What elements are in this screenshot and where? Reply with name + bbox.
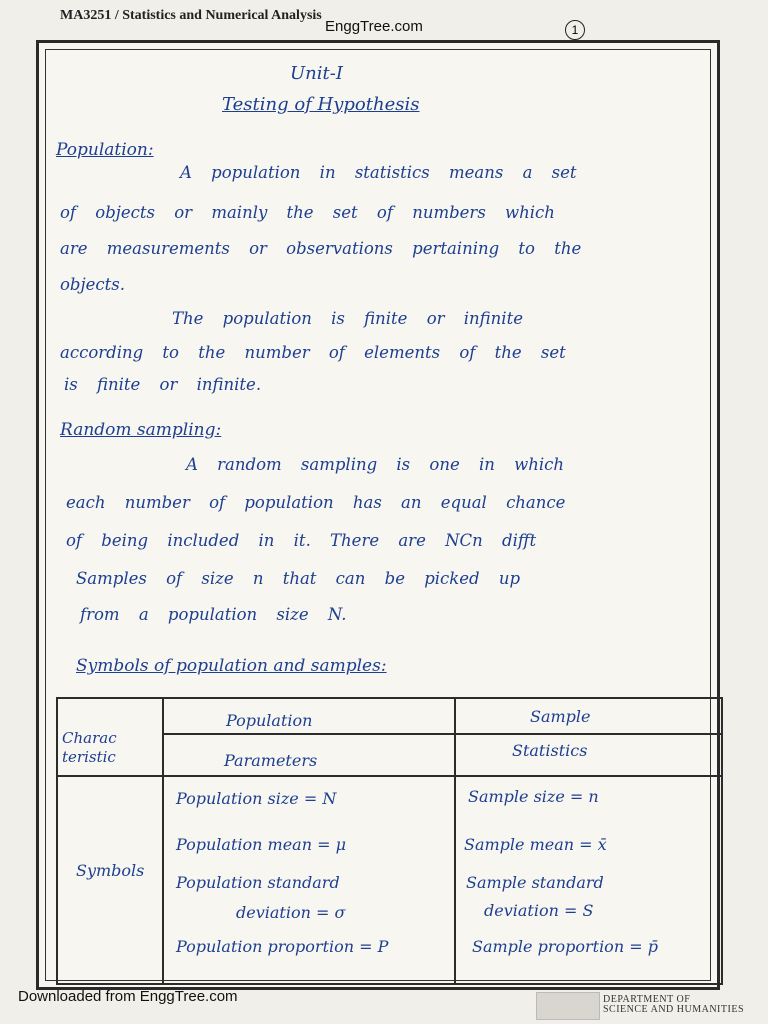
sample-item: Sample mean = x̄ — [464, 835, 607, 854]
sample-item: deviation = S — [484, 901, 594, 920]
table-rule — [164, 733, 722, 735]
sample-header: Sample — [530, 707, 591, 726]
paragraph-line: each number of population has an equal chance — [66, 493, 566, 512]
paragraph-line: is finite or infinite. — [64, 375, 262, 394]
characteristic-header: Charac teristic — [62, 729, 117, 766]
population-header: Population — [226, 711, 313, 730]
department-label — [603, 995, 763, 1015]
site-name: EnggTree.com — [325, 18, 423, 35]
population-item: deviation = σ — [236, 903, 346, 922]
topic-title: Testing of Hypothesis — [222, 94, 420, 115]
college-logo — [536, 992, 600, 1020]
population-item: Population standard — [176, 873, 340, 892]
symbols-heading: Symbols of population and samples: — [76, 656, 387, 676]
population-heading: Population: — [56, 140, 154, 160]
paragraph-line: The population is finite or infinite — [172, 309, 523, 328]
table-rule — [721, 697, 723, 985]
paragraph-line: A random sampling is one in which — [186, 455, 565, 474]
random-sampling-heading: Random sampling: — [60, 420, 222, 440]
sample-item: Sample proportion = p̄ — [472, 937, 658, 956]
symbols-table — [56, 697, 724, 986]
paragraph-line: are measurements or observations pertaining to the — [60, 239, 582, 258]
table-rule — [162, 697, 164, 985]
symbols-row-label: Symbols — [76, 861, 145, 880]
page-number: 1 — [565, 20, 585, 40]
population-item: Population proportion = P — [176, 937, 389, 956]
population-item: Population size = N — [176, 789, 337, 808]
table-rule — [56, 775, 722, 777]
course-title: MA3251 / Statistics and Numerical Analysis — [60, 8, 322, 23]
population-item: Population mean = μ — [176, 835, 346, 854]
paragraph-line: according to the number of elements of the set — [60, 343, 566, 362]
table-rule — [56, 697, 58, 985]
paragraph-line: from a population size N. — [80, 605, 347, 624]
paragraph-line: of objects or mainly the set of numbers which — [60, 203, 555, 222]
paragraph-line: of being included in it. There are NCn difft — [66, 531, 537, 550]
parameters-header: Parameters — [224, 751, 318, 770]
table-rule — [454, 697, 456, 985]
department-line: DEPARTMENT OF — [603, 994, 691, 1005]
paragraph-line: A population in statistics means a set — [180, 163, 577, 182]
table-rule — [56, 983, 722, 985]
paragraph-line: Samples of size n that can be picked up — [76, 569, 521, 588]
statistics-header: Statistics — [512, 741, 588, 760]
unit-title: Unit-I — [290, 63, 343, 84]
sample-item: Sample standard — [466, 873, 604, 892]
download-note: Downloaded from EnggTree.com — [18, 988, 238, 1005]
department-line: SCIENCE AND HUMANITIES — [603, 1004, 744, 1015]
paragraph-line: objects. — [60, 275, 125, 294]
sample-item: Sample size = n — [468, 787, 599, 806]
table-rule — [56, 697, 722, 699]
